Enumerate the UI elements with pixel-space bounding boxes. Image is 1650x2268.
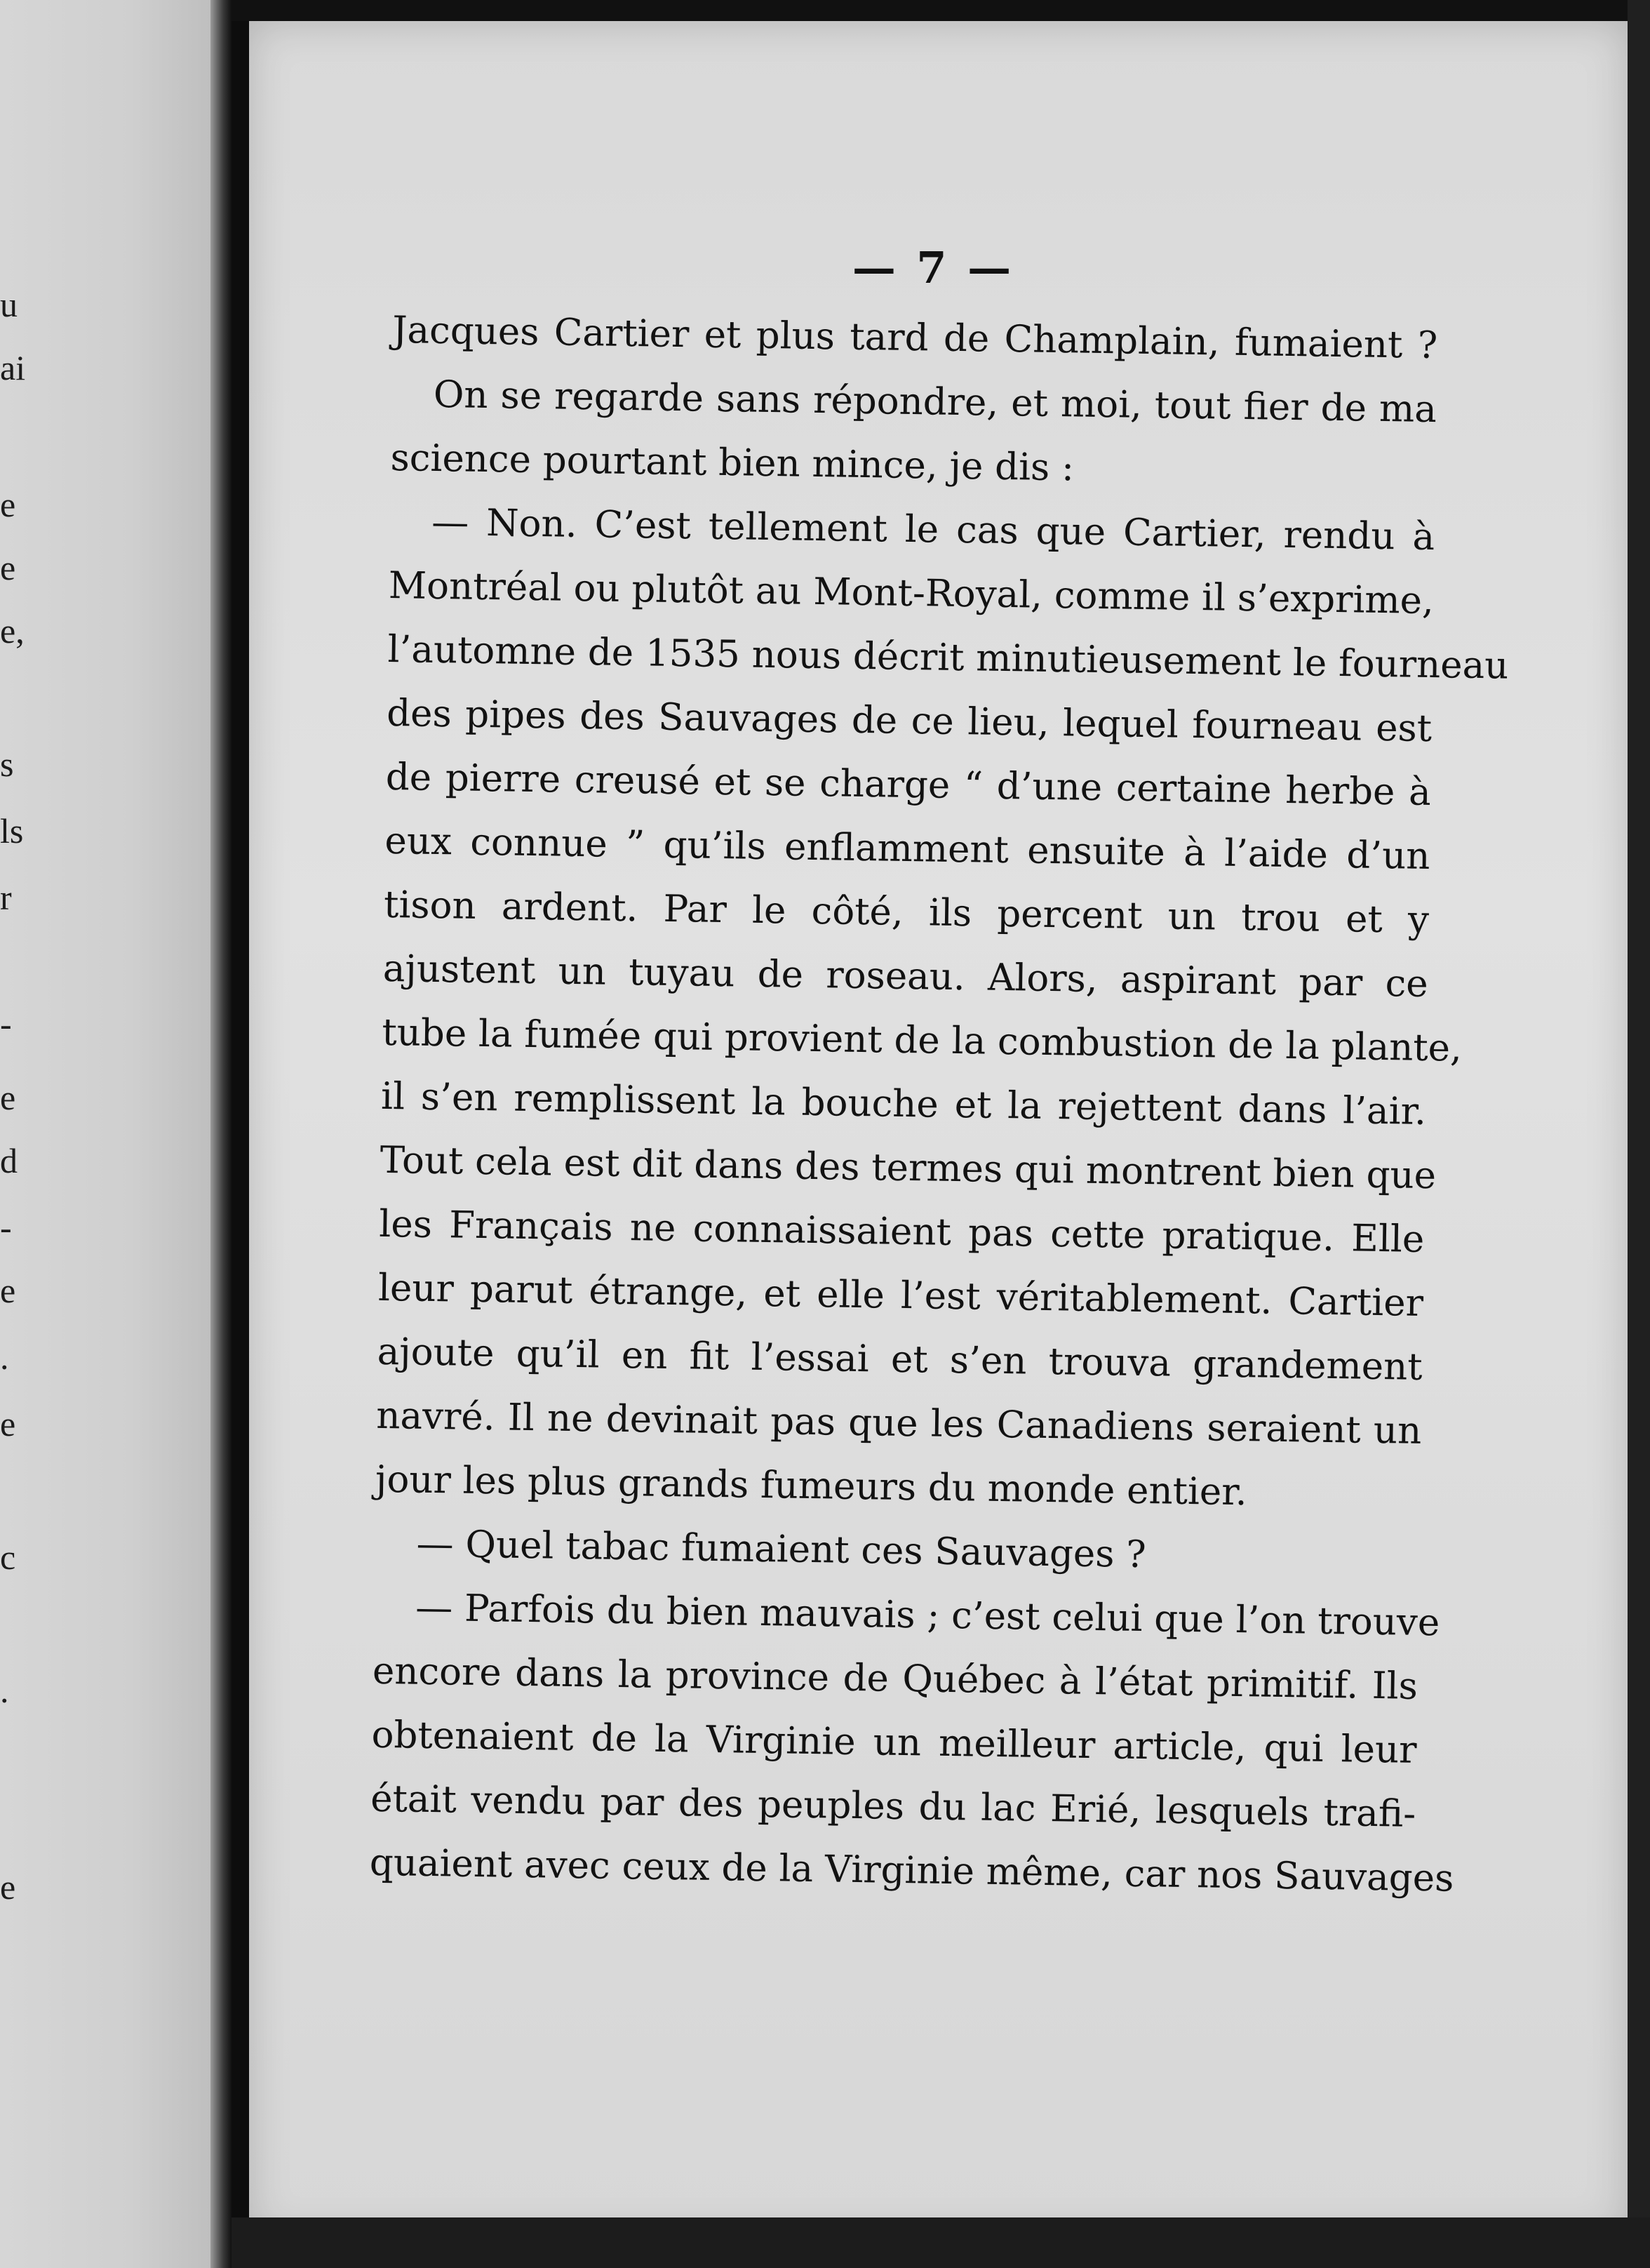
facing-page-letter: e <box>0 548 16 587</box>
facing-page-edge <box>0 0 219 2268</box>
facing-page-letter: ai <box>0 348 26 387</box>
text-line: était vendu par des peuples du lac Erié, lesquels trafi- <box>370 1777 1416 1836</box>
text-line: obtenaient de la Virginie un meilleur article, qui leur <box>371 1713 1417 1772</box>
facing-page-letter: s <box>0 745 14 784</box>
text-line: ajoute qu’il en fit l’essai et s’en trouva grandement <box>377 1330 1423 1389</box>
scan-border-bottom <box>232 2217 1650 2268</box>
scan-border-right <box>1628 0 1650 2268</box>
text-line: Tout cela est dit dans des termes qui montrent bien que <box>380 1138 1437 1198</box>
text-line: tube la fumée qui provient de la combustion de la plante, <box>382 1010 1463 1070</box>
facing-page-letter: d <box>0 1141 18 1180</box>
text-line: ajustent un tuyau de roseau. Alors, aspirant par ce <box>382 947 1429 1006</box>
page-fold-shadow <box>210 0 232 2268</box>
facing-page-letter: . <box>0 1671 9 1710</box>
text-line: l’automne de 1535 nous décrit minutieusement le fourneau <box>387 627 1509 688</box>
facing-page-letter: ls <box>0 811 24 850</box>
body-text <box>369 298 1509 1910</box>
text-line: — Non. C’est tellement le cas que Cartier, rendu à <box>431 500 1435 559</box>
text-line: eux connue ” qu’ils enflamment ensuite à l’aide d’un <box>384 819 1430 879</box>
text-line: Jacques Cartier et plus tard de Champlain, fumaient ? <box>391 308 1438 368</box>
page-number: — 7 — <box>852 242 1014 293</box>
facing-page-letter: e <box>0 1867 16 1907</box>
facing-page-letter: e, <box>0 611 25 651</box>
facing-page-letter: e <box>0 1404 16 1443</box>
text-line: des pipes des Sauvages de ce lieu, lequel fourneau est <box>386 691 1433 751</box>
text-line: les Français ne connaissaient pas cette pratique. Elle <box>378 1202 1425 1261</box>
text-line: encore dans la province de Québec à l’état primitif. Ils <box>372 1649 1418 1708</box>
text-line: Montréal ou plutôt au Mont-Royal, comme il s’exprime, <box>388 563 1435 623</box>
facing-page-letter: e <box>0 1078 16 1117</box>
text-line: de pierre creusé et se charge “ d’une certaine herbe à <box>385 755 1432 815</box>
text-line: — Quel tabac fumaient ces Sauvages ? <box>416 1522 1147 1577</box>
scan-border-top <box>232 0 1650 21</box>
text-line: On se regarde sans répondre, et moi, tout fier de ma <box>433 373 1437 432</box>
text-line: jour les plus grands fumeurs du monde entier. <box>375 1457 1248 1514</box>
facing-page-letter: u <box>0 285 18 324</box>
facing-page-letter: - <box>0 1004 12 1043</box>
facing-page-letter: . <box>0 1338 9 1377</box>
text-line: — Parfois du bien mauvais ; c’est celui que l’on trouve <box>415 1586 1440 1645</box>
text-line: leur parut étrange, et elle l’est véritablement. Cartier <box>377 1266 1424 1325</box>
text-line: navré. Il ne devinait pas que les Canadiens seraient un <box>375 1394 1422 1453</box>
text-line: quaient avec ceux de la Virginie même, car nos Sauvages <box>369 1841 1454 1900</box>
facing-page-letter: - <box>0 1208 12 1247</box>
text-line: science pourtant bien mince, je dis : <box>390 436 1075 490</box>
text-line: tison ardent. Par le côté, ils percent un trou et y <box>383 883 1430 942</box>
facing-page-letter: e <box>0 1271 16 1310</box>
facing-page-letter: e <box>0 485 16 524</box>
facing-page-letter: r <box>0 878 12 917</box>
text-line: il s’en remplissent la bouche et la rejettent dans l’air. <box>380 1074 1427 1133</box>
facing-page-letter: c <box>0 1537 16 1577</box>
